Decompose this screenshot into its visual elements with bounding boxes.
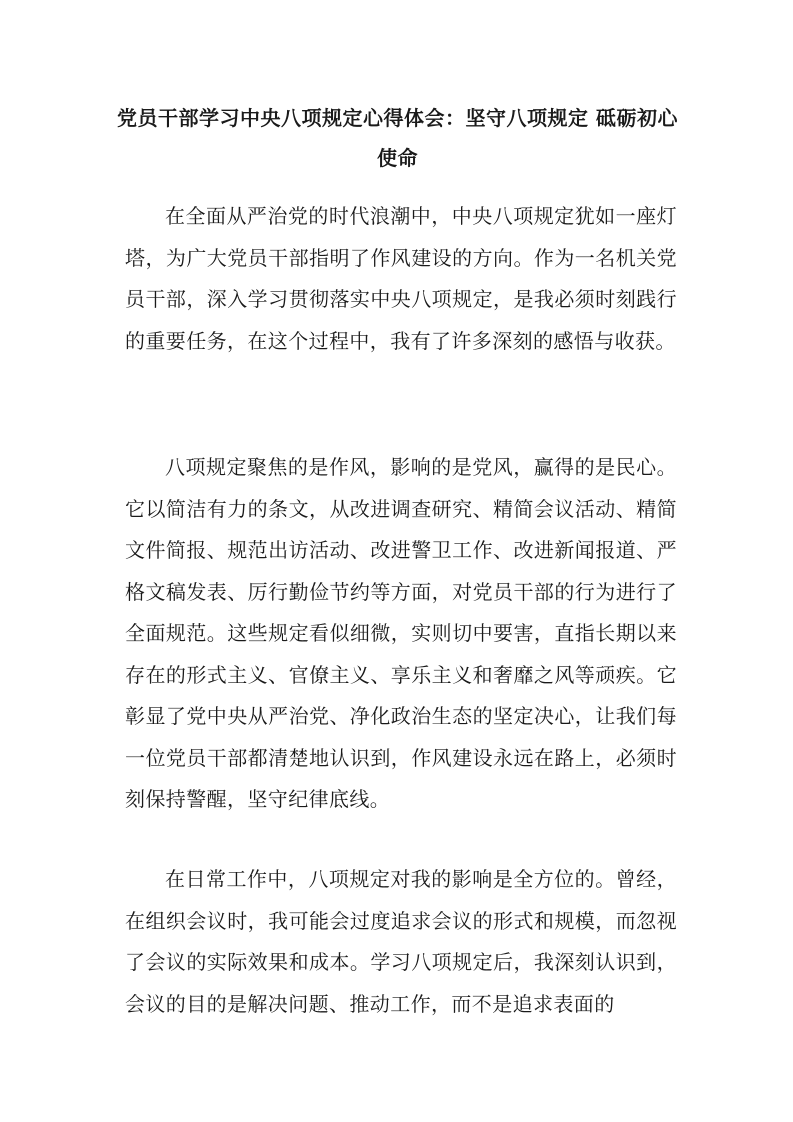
- paragraph: 八项规定聚焦的是作风，影响的是党风，赢得的是民心。它以简洁有力的条文，从改进调查研究、精简会议活动、精简文件简报、规范出访活动、改进警卫工作、改进新闻报道、严格文稿发表、厉行勤俭节约等方面，对党员干部的行为进行了全面规范。这些规定看似细微，实则切中要害，直指长期以来存在的形式主义、官僚主义、享乐主义和奢靡之风等顽疾。它彰显了党中央从严治党、净化政治生态的坚定决心，让我们每一位党员干部都清楚地认识到，作风建设永远在路上，必须时刻保持警醒，坚守纪律底线。: [125, 455, 677, 811]
- paragraph: 在日常工作中，八项规定对我的影响是全方位的。曾经，在组织会议时，我可能会过度追求会议的形式和规模，而忽视了会议的实际效果和成本。学习八项规定后，我深刻认识到，会议的目的是解决问题、推动工作，而不是追求表面的: [125, 867, 677, 1016]
- paragraph: 在全面从严治党的时代浪潮中，中央八项规定犹如一座灯塔，为广大党员干部指明了作风建设的方向。作为一名机关党员干部，深入学习贯彻落实中央八项规定，是我必须时刻践行的重要任务，在这个过程中，我有了许多深刻的感悟与收获。: [125, 204, 677, 353]
- document-title: 党员干部学习中央八项规定心得体会：坚守八项规定 砥砺初心使命: [117, 106, 678, 170]
